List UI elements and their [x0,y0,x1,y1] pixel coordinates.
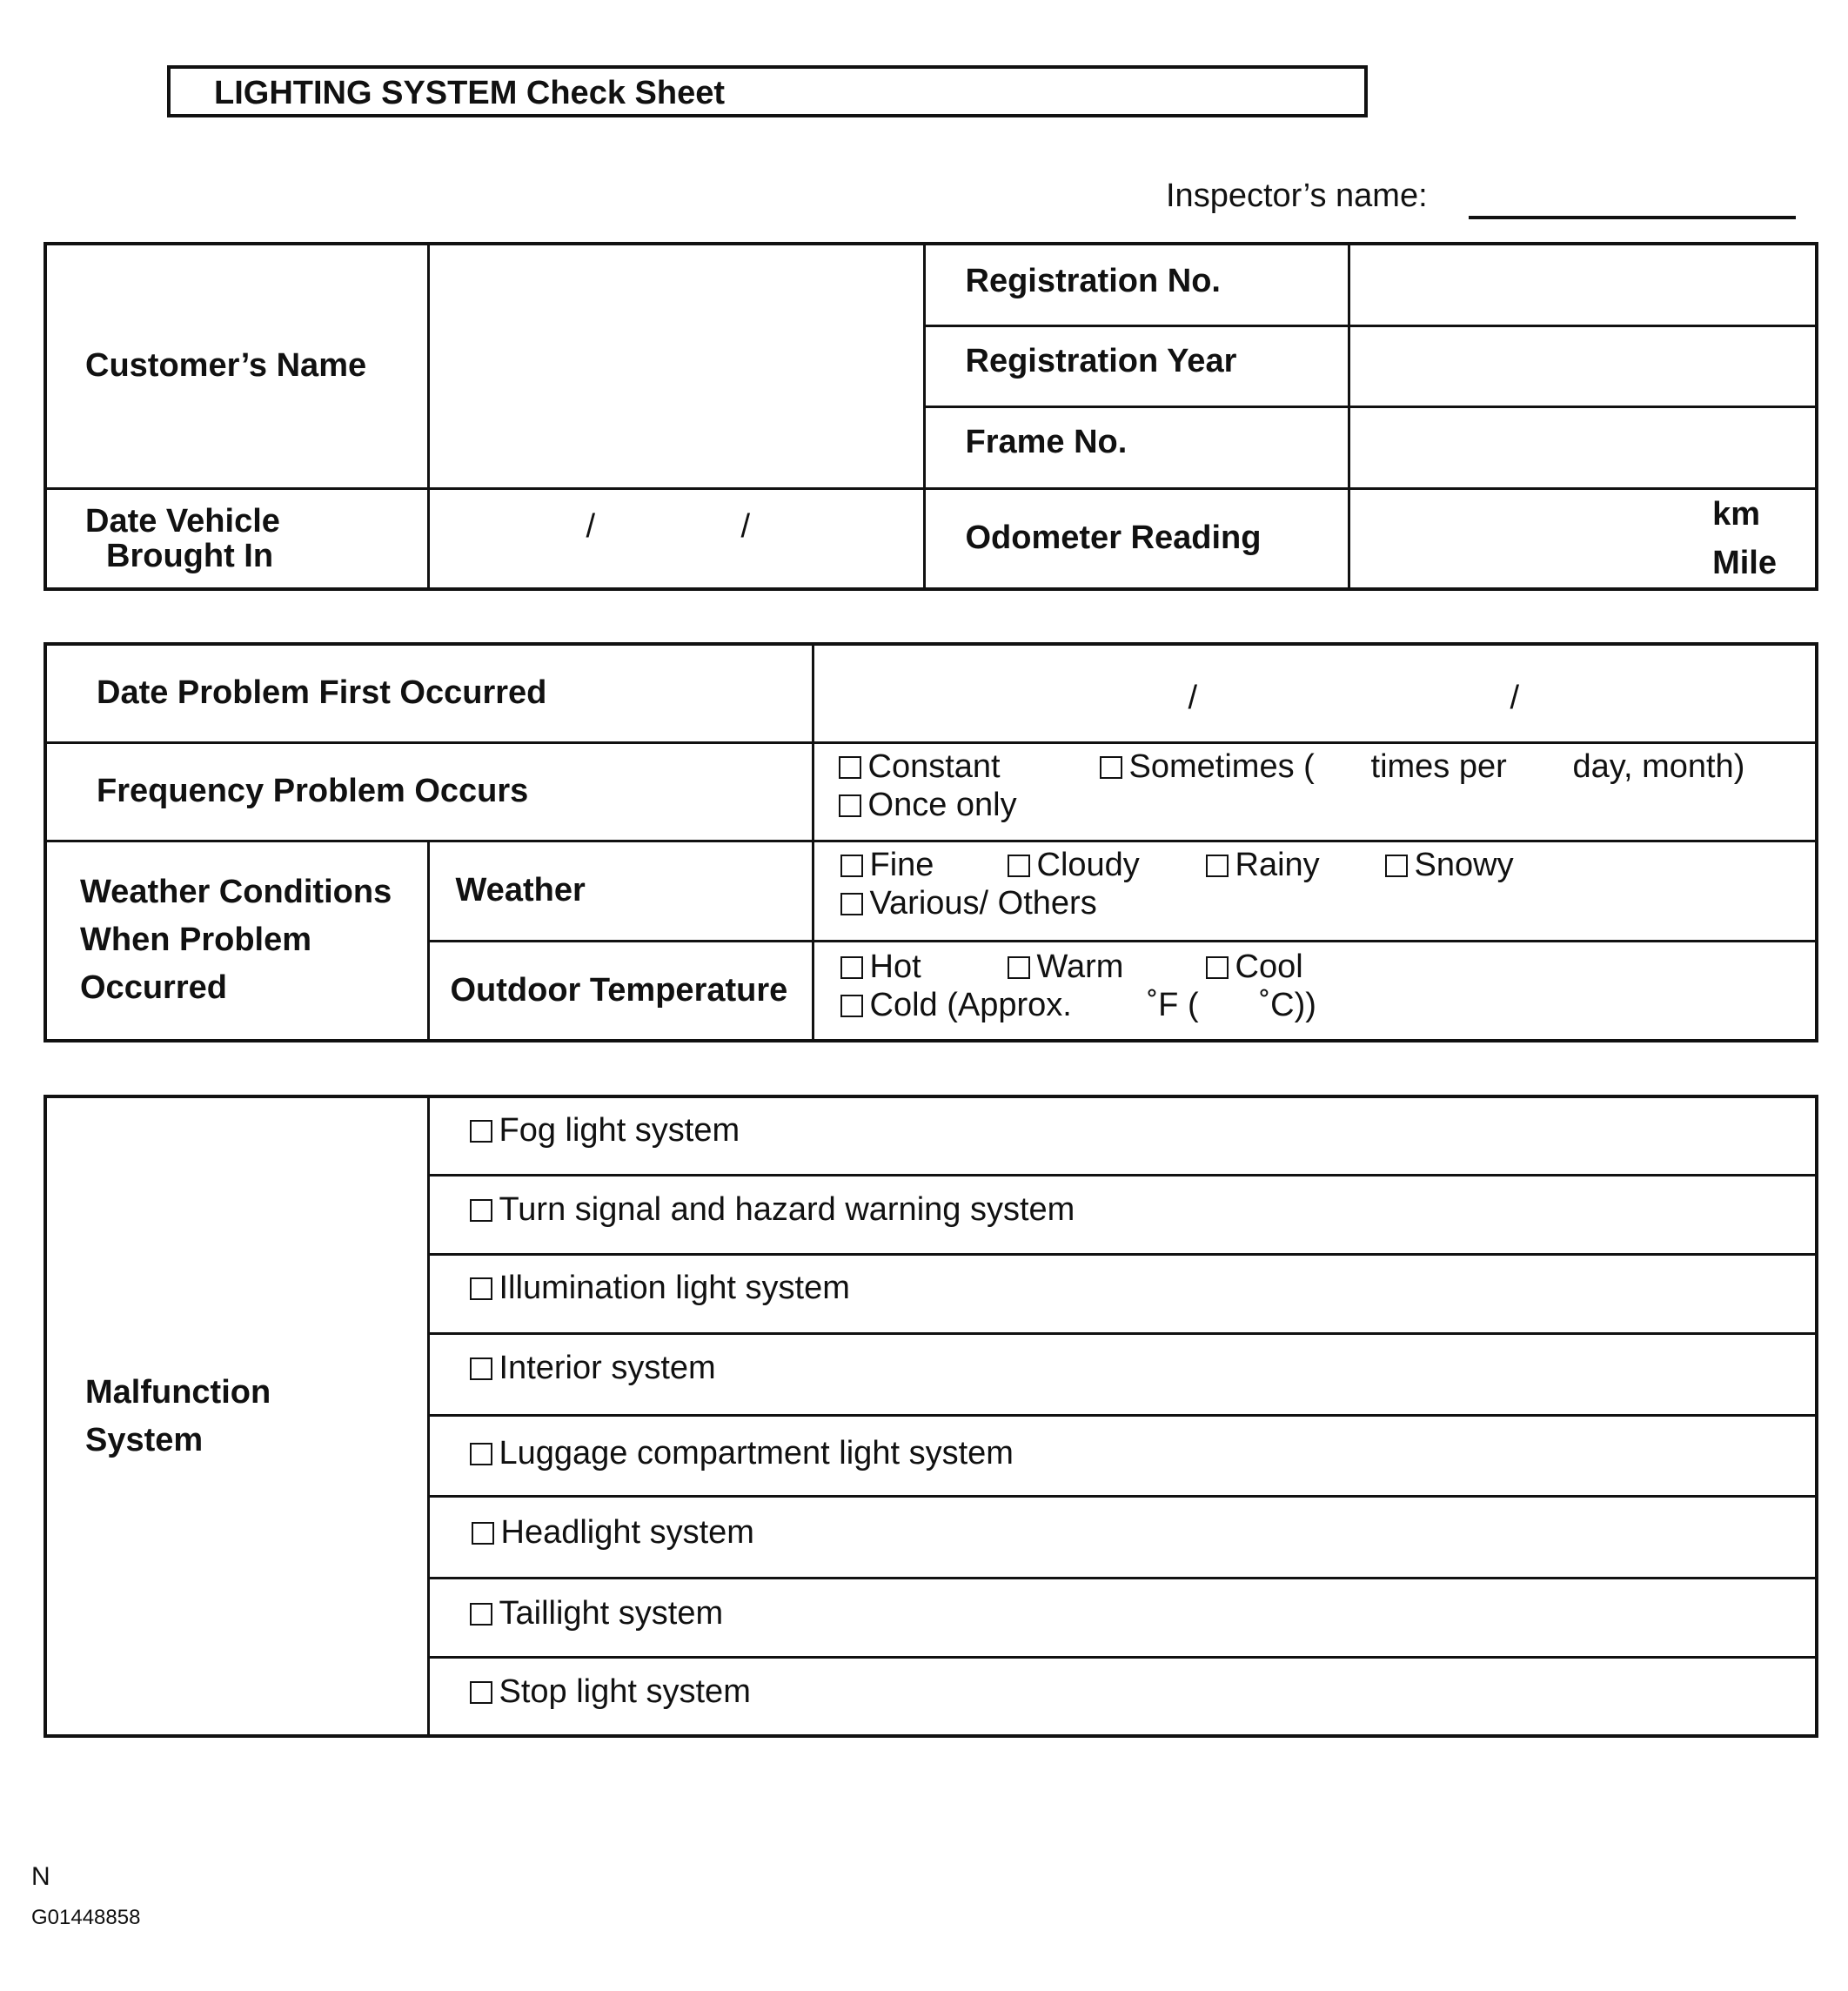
temperature-option-hot[interactable] [840,949,921,985]
frequency-label: Frequency Problem Occurs [97,773,529,809]
option-label: Sometimes ( [1128,747,1315,785]
malfunction-label-line2: System [85,1421,204,1458]
checkbox[interactable] [470,1443,492,1465]
odometer-unit-mile: Mile [1712,544,1777,581]
malfunction-option-turn-signal[interactable] [470,1191,1075,1228]
malfunction-label-cell [45,1096,428,1736]
weather-label: Weather [455,872,586,908]
figure-code: G01448858 [31,1906,141,1929]
option-label: Various/ Others [869,884,1097,922]
temperature-label: Outdoor Temperature [450,971,788,1009]
inspector-name-field[interactable] [1469,216,1796,219]
checkbox[interactable] [839,794,861,817]
checkbox[interactable] [840,893,863,915]
checkbox[interactable] [839,756,861,779]
option-label: Cloudy [1036,846,1140,883]
option-label: Turn signal and hazard warning system [499,1190,1075,1228]
registration-year-field[interactable] [1349,325,1817,406]
option-label: Warm [1036,948,1124,985]
odometer-label-cell [924,488,1349,589]
temperature-option-cool[interactable] [1206,949,1303,985]
checkbox[interactable] [840,855,863,877]
malfunction-table [44,1095,1818,1738]
option-label: Luggage compartment light system [499,1434,1014,1471]
customer-name-label: Customer’s Name [85,347,367,385]
weather-option-snowy[interactable] [1385,847,1514,883]
registration-year-label: Registration Year [965,342,1237,379]
date-brought-field[interactable] [428,488,924,589]
registration-no-label-cell [924,244,1349,325]
date-separator: / [1510,680,1520,716]
checkbox[interactable] [1206,855,1229,877]
malfunction-row [428,1657,1817,1736]
temperature-options-cell [813,941,1817,1041]
checkbox[interactable] [470,1681,492,1704]
option-label: Rainy [1235,846,1320,883]
frequency-option-once-only[interactable] [839,787,1017,823]
option-label: Fine [869,846,934,883]
option-label: Once only [867,786,1017,823]
checkbox[interactable] [470,1358,492,1380]
weather-option-various-others[interactable] [840,885,1097,922]
date-separator: / [586,507,596,545]
option-label: Illumination light system [499,1269,850,1306]
weather-option-rainy[interactable] [1206,847,1320,883]
malfunction-option-illumination[interactable] [470,1270,850,1306]
customer-name-field[interactable] [428,244,924,488]
temperature-label-cell [428,941,813,1041]
frequency-option-sometimes[interactable] [1100,748,1315,785]
checkbox[interactable] [1100,756,1122,779]
problem-info-table [44,642,1818,1042]
checkbox[interactable] [840,956,863,979]
malfunction-option-headlight[interactable] [472,1514,754,1551]
weather-option-fine[interactable] [840,847,934,883]
option-label: Cold (Approx. [869,986,1072,1023]
date-brought-label-line1: Date Vehicle [85,502,280,540]
weather-option-cloudy[interactable] [1008,847,1140,883]
malfunction-option-interior[interactable] [470,1350,716,1386]
odometer-label: Odometer Reading [965,520,1262,557]
weather-options-cell [813,841,1817,941]
malfunction-row [428,1333,1817,1415]
option-label: Snowy [1414,846,1514,883]
temperature-deg-f: ˚F ( [1147,986,1199,1023]
malfunction-option-fog-light[interactable] [470,1112,740,1149]
checkbox[interactable] [1206,956,1229,979]
checkbox[interactable] [472,1522,494,1545]
malfunction-row [428,1175,1817,1254]
malfunction-row [428,1096,1817,1175]
option-label: Stop light system [499,1673,751,1711]
registration-no-field[interactable] [1349,244,1817,325]
date-brought-label-cell [45,488,428,589]
odometer-unit-km: km [1712,495,1761,533]
checkbox[interactable] [470,1199,492,1222]
frame-no-label: Frame No. [965,423,1128,460]
malfunction-row [428,1578,1817,1657]
malfunction-option-stop-light[interactable] [470,1673,751,1710]
checkbox[interactable] [470,1277,492,1300]
option-label: Fog light system [499,1112,740,1150]
option-label: Hot [869,948,921,985]
date-separator: / [740,507,751,545]
option-label: Taillight system [499,1594,724,1632]
registration-year-label-cell [924,325,1349,406]
date-first-label: Date Problem First Occurred [97,674,547,712]
registration-no-label: Registration No. [965,263,1221,299]
frequency-day-month: day, month) [1572,747,1745,785]
weather-section-line3: Occurred [80,969,227,1007]
title-box [167,65,1368,117]
footer-mark: N [31,1862,50,1891]
checkbox[interactable] [470,1603,492,1626]
checkbox[interactable] [1008,855,1030,877]
date-first-field[interactable] [813,644,1817,742]
malfunction-row [428,1254,1817,1333]
option-label: Constant [867,747,1001,785]
weather-section-line1: Weather Conditions [80,874,392,911]
vehicle-info-table [44,242,1818,591]
date-brought-label-line2: Brought In [106,537,274,574]
temperature-option-cold[interactable] [840,987,1072,1023]
temperature-deg-c: ˚C)) [1259,986,1316,1023]
malfunction-row [428,1496,1817,1578]
odometer-field[interactable] [1349,488,1817,589]
malfunction-row [428,1415,1817,1496]
malfunction-label-line1: Malfunction [85,1373,271,1411]
date-first-label-cell [45,644,813,742]
checkbox[interactable] [470,1120,492,1143]
checkbox[interactable] [840,995,863,1017]
frequency-option-constant[interactable] [839,748,1001,785]
weather-label-cell [428,841,813,941]
checkbox[interactable] [1385,855,1408,877]
frequency-options-cell [813,742,1817,841]
date-separator: / [1188,680,1198,716]
customer-name-label-cell [45,244,428,488]
option-label: Cool [1235,948,1303,985]
frequency-times-per: times per [1370,747,1507,785]
page-title: LIGHTING SYSTEM Check Sheet [214,75,725,111]
weather-section-line2: When Problem [80,922,312,959]
checkbox[interactable] [1008,956,1030,979]
option-label: Interior system [499,1350,716,1386]
frame-no-field[interactable] [1349,406,1817,488]
malfunction-option-luggage[interactable] [470,1435,1014,1471]
option-label: Headlight system [500,1514,754,1551]
malfunction-option-taillight[interactable] [470,1595,724,1632]
temperature-option-warm[interactable] [1008,949,1124,985]
frequency-label-cell [45,742,813,841]
weather-section-label-cell [45,841,428,1041]
frame-no-label-cell [924,406,1349,488]
inspector-name-label: Inspector’s name: [1166,178,1428,214]
